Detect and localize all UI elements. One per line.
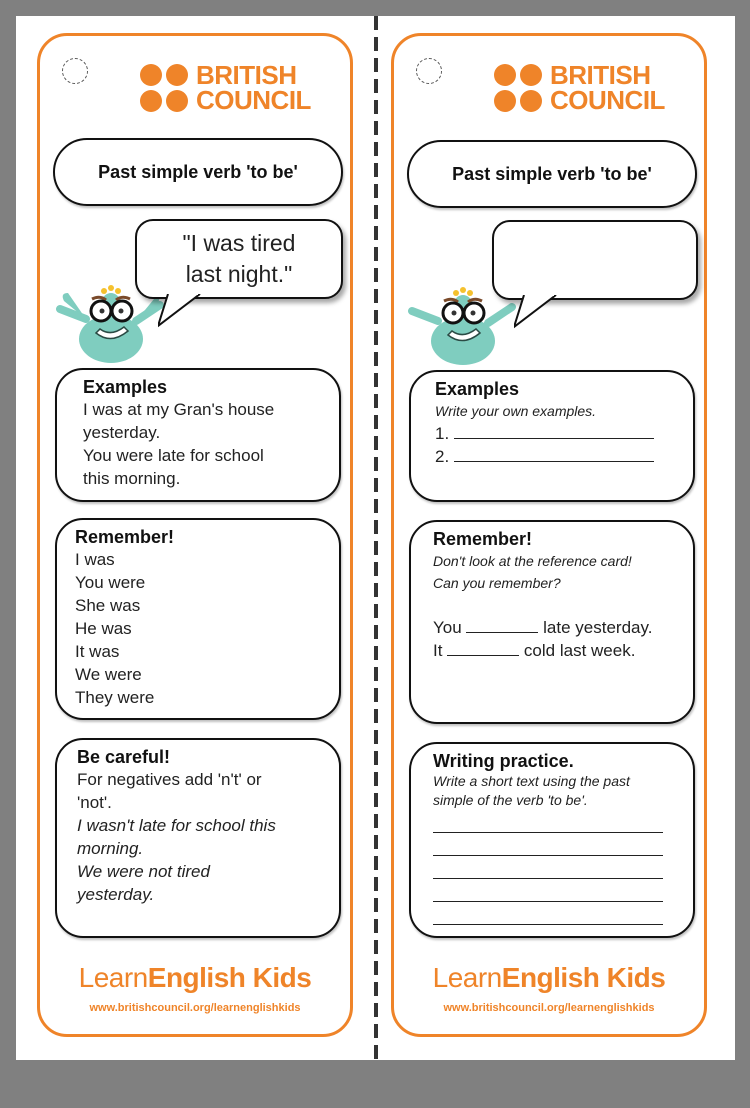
writing-lines[interactable] xyxy=(433,810,681,925)
examples-instruction: Write your own examples. xyxy=(435,403,597,419)
example-line: You were late for school xyxy=(83,446,264,465)
be-careful-box xyxy=(55,738,341,938)
writing-line[interactable] xyxy=(433,856,663,879)
writing-practice-heading: Writing practice. xyxy=(433,751,574,771)
speech-bubble-tail xyxy=(514,295,574,335)
speech-bubble xyxy=(135,219,343,299)
careful-line: For negatives add 'n't' or xyxy=(77,770,262,789)
page-title: Past simple verb 'to be' xyxy=(53,138,343,206)
website-url: www.britishcouncil.org/learnenglishkids xyxy=(89,1002,301,1014)
fill-blank-sentence-2[interactable]: It cold last week. xyxy=(433,641,636,660)
careful-example-line: yesterday. xyxy=(77,885,155,904)
logo-dots-icon xyxy=(140,64,188,112)
punch-hole-icon xyxy=(416,58,442,84)
british-council-logo xyxy=(494,60,665,115)
writing-instruction-1: Write a short text using the past xyxy=(433,773,630,789)
remember-box xyxy=(55,518,341,720)
logo-dots-icon xyxy=(494,64,542,112)
examples-heading: Examples xyxy=(83,377,168,397)
examples-box xyxy=(55,368,341,502)
logo-line-2: COUNCIL xyxy=(550,85,665,115)
remember-box xyxy=(409,520,695,724)
speech-line-2: last night." xyxy=(185,261,293,287)
conjugation-line: They were xyxy=(75,688,155,707)
example-answer-1[interactable]: 1. xyxy=(435,422,681,445)
learnenglish-kids-logo: LearnEnglish Kids xyxy=(432,962,666,993)
empty-speech-bubble[interactable] xyxy=(492,220,698,300)
examples-text xyxy=(83,398,327,490)
examples-box xyxy=(409,370,695,502)
reference-bookmark xyxy=(37,33,353,1037)
conjugation-line: I was xyxy=(75,550,115,569)
conjugation-line: You were xyxy=(75,573,146,592)
remember-instruction-1: Don't look at the reference card! xyxy=(433,553,632,569)
speech-line-1: "I was tired xyxy=(182,230,296,256)
example-line: I was at my Gran's house xyxy=(83,400,275,419)
example-line: this morning. xyxy=(83,469,181,488)
writing-line[interactable] xyxy=(433,810,663,833)
remember-heading: Remember! xyxy=(433,529,533,549)
be-careful-heading: Be careful! xyxy=(77,747,171,767)
careful-example-line: morning. xyxy=(77,839,144,858)
examples-heading: Examples xyxy=(435,379,520,399)
logo-line-1: BRITISH xyxy=(550,60,651,90)
writing-line[interactable] xyxy=(433,833,663,856)
conjugation-line: She was xyxy=(75,596,141,615)
careful-example-line: I wasn't late for school this xyxy=(77,816,276,835)
writing-line[interactable] xyxy=(433,902,663,925)
remember-instruction-2: Can you remember? xyxy=(433,575,561,591)
logo-line-2: COUNCIL xyxy=(196,85,311,115)
remember-heading: Remember! xyxy=(75,527,175,547)
writing-practice-box xyxy=(409,742,695,938)
british-council-logo xyxy=(140,60,311,115)
punch-hole-icon xyxy=(62,58,88,84)
writing-instruction-2: simple of the verb 'to be'. xyxy=(433,792,588,808)
speech-bubble-tail xyxy=(158,294,218,334)
cut-line xyxy=(374,16,378,1060)
page-title: Past simple verb 'to be' xyxy=(407,140,697,208)
logo-line-1: BRITISH xyxy=(196,60,297,90)
example-answer-2[interactable]: 2. xyxy=(435,445,681,468)
learnenglish-kids-logo: LearnEnglish Kids xyxy=(78,962,312,993)
website-url: www.britishcouncil.org/learnenglishkids xyxy=(443,1002,655,1014)
conjugation-line: We were xyxy=(75,665,142,684)
writing-line[interactable] xyxy=(433,879,663,902)
practice-bookmark xyxy=(391,33,707,1037)
conjugation-line: He was xyxy=(75,619,132,638)
fill-blank-sentence-1[interactable]: You late yesterday. xyxy=(433,618,653,637)
conjugation-line: It was xyxy=(75,642,120,661)
careful-example-line: We were not tired xyxy=(77,862,210,881)
careful-line: 'not'. xyxy=(77,793,112,812)
example-line: yesterday. xyxy=(83,423,161,442)
